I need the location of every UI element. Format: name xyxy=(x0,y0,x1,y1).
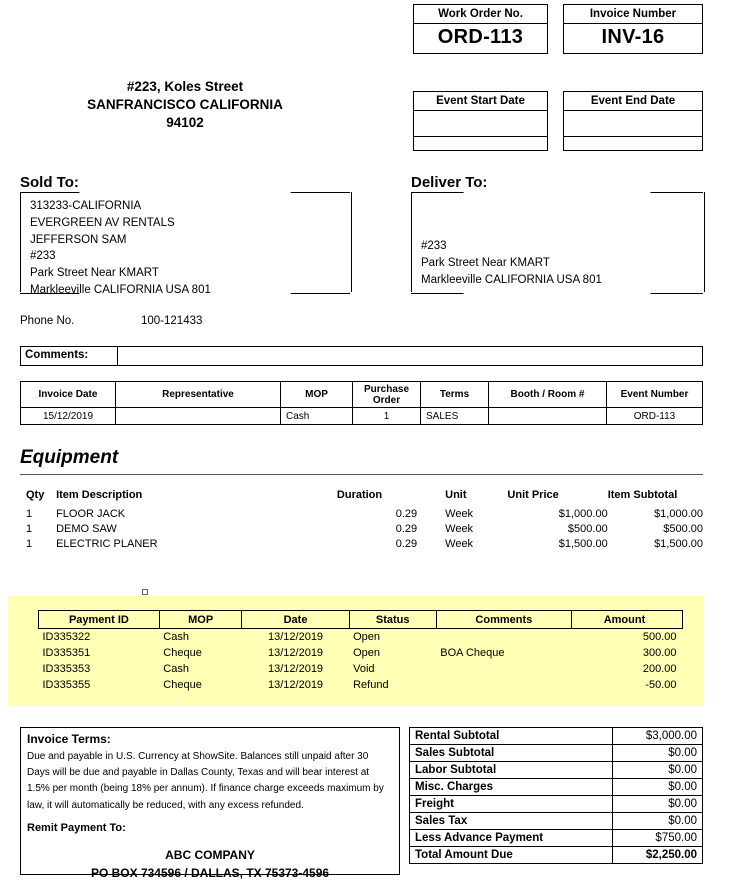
equipment-divider xyxy=(20,474,703,475)
payment-id: ID335353 xyxy=(42,662,91,675)
deliver-to-line-3: Markleeville CALIFORNIA USA 801 xyxy=(421,273,602,286)
invoice-number-label: Invoice Number xyxy=(564,5,702,24)
remit-payment-label: Remit Payment To: xyxy=(27,821,126,834)
equipment-unit: Week xyxy=(445,522,474,535)
comments-input[interactable] xyxy=(118,347,702,365)
remit-company-address: PO BOX 734596 / DALLAS, TX 75373-4596 xyxy=(90,865,330,880)
deliver-to-spacer xyxy=(421,198,695,238)
equipment-section-title: Equipment xyxy=(20,447,119,468)
equipment-header-row xyxy=(26,489,703,507)
sold-to-line-5: Park Street Near KMART xyxy=(30,267,159,280)
equipment-qty: 1 xyxy=(26,537,33,550)
payments-resize-handle[interactable] xyxy=(142,589,148,595)
table-row xyxy=(410,830,703,847)
work-order-value: ORD-113 xyxy=(437,26,524,48)
total-value-total-amount-due: $2,250.00 xyxy=(613,847,703,864)
total-label-sales-tax: Sales Tax xyxy=(410,813,613,830)
payment-date: 13/12/2019 xyxy=(268,662,324,675)
total-value-rental-subtotal: $3,000.00 xyxy=(613,728,703,745)
info-header-representative: Representative xyxy=(116,382,281,408)
equipment-desc: ELECTRIC PLANER xyxy=(56,537,158,550)
equipment-price: $500.00 xyxy=(567,522,608,535)
remit-company-name: ABC COMPANY xyxy=(165,847,255,862)
payments-header-id: Payment ID xyxy=(39,611,160,629)
info-value-booth-room xyxy=(489,408,607,425)
event-start-date-label: Event Start Date xyxy=(414,92,547,111)
sold-to-line-3: JEFFERSON SAM xyxy=(30,233,127,246)
deliver-to-address-box xyxy=(411,192,703,292)
payments-table xyxy=(38,610,683,693)
payment-status: Open xyxy=(353,646,381,659)
payments-header-status: Status xyxy=(349,611,436,629)
equipment-duration: 0.29 xyxy=(395,537,418,550)
total-label-misc-charges: Misc. Charges xyxy=(410,779,613,796)
payments-header-mop: MOP xyxy=(159,611,242,629)
info-value-purchase-order: 1 xyxy=(353,408,421,425)
payment-comments: BOA Cheque xyxy=(440,646,505,659)
equipment-unit: Week xyxy=(445,507,474,520)
company-address xyxy=(20,78,350,133)
payment-amount: -50.00 xyxy=(645,678,677,691)
equipment-unit: Week xyxy=(445,537,474,550)
info-header-event-number: Event Number xyxy=(607,382,703,408)
equipment-header-desc: Item Description xyxy=(56,489,143,501)
totals-table xyxy=(409,727,703,864)
equipment-price: $1,000.00 xyxy=(558,507,608,520)
payment-date: 13/12/2019 xyxy=(268,646,324,659)
table-row xyxy=(39,645,683,661)
total-label-rental-subtotal: Rental Subtotal xyxy=(410,728,613,745)
info-value-invoice-date: 15/12/2019 xyxy=(21,408,116,425)
sold-to-line-2: EVERGREEN AV RENTALS xyxy=(30,216,175,229)
company-address-line-3: 94102 xyxy=(166,115,204,131)
equipment-duration: 0.29 xyxy=(395,507,418,520)
comments-label: Comments: xyxy=(21,347,118,365)
invoice-number-value: INV-16 xyxy=(601,26,665,48)
info-table-header-row xyxy=(21,382,703,408)
event-end-date-box xyxy=(563,91,703,151)
total-value-misc-charges: $0.00 xyxy=(613,779,703,796)
equipment-table xyxy=(26,489,703,552)
equipment-header-unit: Unit xyxy=(445,489,467,501)
phone-label: Phone No. xyxy=(20,315,75,327)
info-table-row xyxy=(21,408,703,425)
info-header-terms: Terms xyxy=(421,382,489,408)
table-row xyxy=(410,847,703,864)
deliver-to-line-1: #233 xyxy=(421,240,447,252)
equipment-subtotal: $1,500.00 xyxy=(654,537,703,550)
table-row xyxy=(39,629,683,645)
info-header-booth-room: Booth / Room # xyxy=(489,382,607,408)
invoice-terms-heading: Invoice Terms: xyxy=(27,732,111,746)
deliver-to-title: Deliver To: xyxy=(411,174,488,191)
invoice-number-box xyxy=(563,4,703,54)
info-header-mop: MOP xyxy=(281,382,353,408)
table-row xyxy=(410,728,703,745)
total-label-sales-subtotal: Sales Subtotal xyxy=(410,745,613,762)
table-row xyxy=(39,677,683,693)
payment-comments xyxy=(436,677,571,693)
info-value-representative xyxy=(116,408,281,425)
table-row xyxy=(410,762,703,779)
sold-to-line-4: #233 xyxy=(30,250,56,263)
equipment-desc: DEMO SAW xyxy=(56,522,117,535)
total-value-labor-subtotal: $0.00 xyxy=(613,762,703,779)
payment-mop: Cheque xyxy=(163,678,202,691)
info-value-terms: SALES xyxy=(421,408,489,425)
info-value-mop: Cash xyxy=(281,408,353,425)
payment-comments xyxy=(436,661,571,677)
info-value-event-number: ORD-113 xyxy=(607,408,703,425)
equipment-header-duration: Duration xyxy=(336,489,383,501)
payment-status: Open xyxy=(353,630,381,643)
payment-comments xyxy=(436,629,571,645)
table-row xyxy=(410,779,703,796)
equipment-header-price: Unit Price xyxy=(507,489,559,501)
event-end-date-label: Event End Date xyxy=(564,92,702,111)
comments-row xyxy=(20,346,703,366)
sold-to-address-box xyxy=(20,192,350,296)
equipment-desc: FLOOR JACK xyxy=(56,507,126,520)
total-label-less-advance-payment: Less Advance Payment xyxy=(410,830,613,847)
event-end-date-subfield[interactable] xyxy=(564,136,702,150)
payment-mop: Cash xyxy=(163,630,189,643)
payment-date: 13/12/2019 xyxy=(268,678,324,691)
payment-mop: Cash xyxy=(163,662,189,675)
sold-to-title: Sold To: xyxy=(20,174,79,191)
info-header-purchase-order: Purchase Order xyxy=(353,382,421,408)
total-value-sales-tax: $0.00 xyxy=(613,813,703,830)
deliver-to-line-2: Park Street Near KMART xyxy=(421,256,550,269)
payment-amount: 300.00 xyxy=(642,646,677,659)
table-row xyxy=(26,507,703,522)
phone-value: 100-121433 xyxy=(141,315,203,327)
total-label-freight: Freight xyxy=(410,796,613,813)
info-header-invoice-date: Invoice Date xyxy=(21,382,116,408)
table-row xyxy=(410,813,703,830)
equipment-header-subtotal: Item Subtotal xyxy=(607,489,678,501)
event-end-date-field[interactable] xyxy=(564,111,702,136)
table-row xyxy=(410,796,703,813)
sold-to-line-1: 313233-CALIFORNIA xyxy=(30,200,142,212)
payment-status: Refund xyxy=(353,678,389,691)
equipment-price: $1,500.00 xyxy=(558,537,608,550)
equipment-header-qty: Qty xyxy=(26,489,45,501)
equipment-qty: 1 xyxy=(26,522,33,535)
payment-id: ID335351 xyxy=(42,646,91,659)
invoice-terms-body: Due and payable in U.S. Currency at ShowSite. Balances still unpaid after 30 Days will be due and payable in Dallas County, Texas and will bear interest at 1.5% per month (being 18% per annum). If finance charge exceeds maximum by law, it will automatically be reduced, with any excess refunded. xyxy=(27,751,384,811)
payments-header-amount: Amount xyxy=(571,611,682,629)
payment-status: Void xyxy=(353,662,375,675)
company-address-line-1: #223, Koles Street xyxy=(126,79,244,94)
payments-header-comments: Comments xyxy=(436,611,571,629)
payments-header-row xyxy=(39,611,683,629)
payment-id: ID335322 xyxy=(42,630,91,643)
equipment-subtotal: $1,000.00 xyxy=(654,507,703,520)
total-value-sales-subtotal: $0.00 xyxy=(613,745,703,762)
total-label-total-amount-due: Total Amount Due xyxy=(410,847,613,864)
company-address-line-2: SANFRANCISCO CALIFORNIA xyxy=(87,97,283,113)
invoice-info-table xyxy=(20,381,703,425)
sold-to-line-6: Markleeville CALIFORNIA USA 801 xyxy=(30,283,211,296)
payment-mop: Cheque xyxy=(163,646,202,659)
table-row xyxy=(26,522,703,537)
work-order-box xyxy=(413,4,548,54)
table-row xyxy=(39,661,683,677)
event-start-date-subfield[interactable] xyxy=(414,136,547,150)
payment-amount: 200.00 xyxy=(642,662,677,675)
total-label-labor-subtotal: Labor Subtotal xyxy=(410,762,613,779)
event-start-date-field[interactable] xyxy=(414,111,547,136)
event-start-date-box xyxy=(413,91,548,151)
payment-amount: 500.00 xyxy=(642,630,677,643)
equipment-qty: 1 xyxy=(26,507,33,520)
total-value-freight: $0.00 xyxy=(613,796,703,813)
table-row xyxy=(26,537,703,552)
equipment-duration: 0.29 xyxy=(395,522,418,535)
total-value-less-advance-payment: $750.00 xyxy=(613,830,703,847)
equipment-subtotal: $500.00 xyxy=(663,522,703,535)
payments-header-date: Date xyxy=(242,611,349,629)
work-order-label: Work Order No. xyxy=(414,5,547,24)
payment-date: 13/12/2019 xyxy=(268,630,324,643)
invoice-terms-box xyxy=(20,727,400,880)
table-row xyxy=(410,745,703,762)
payment-id: ID335355 xyxy=(42,678,91,691)
